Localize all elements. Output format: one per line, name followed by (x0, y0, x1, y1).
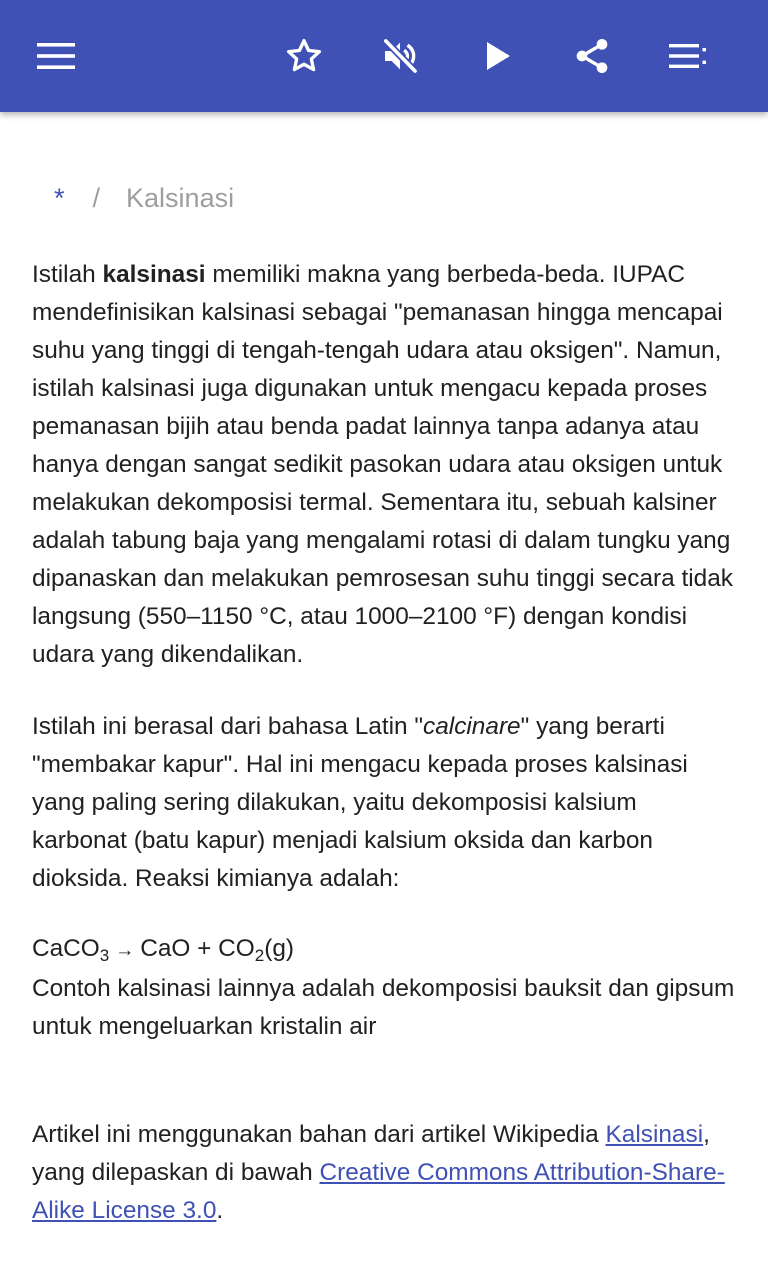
app-bar (0, 0, 768, 112)
text: , yang dilepaskan di bawah (32, 1121, 710, 1186)
menu-icon (37, 42, 75, 70)
paragraph-etymology (32, 708, 738, 898)
favorite-button[interactable] (276, 28, 332, 84)
paragraph-examples: Contoh kalsinasi lainnya adalah dekomposisi bauksit dan gipsum untuk mengeluarkan kristalin air (32, 975, 735, 1040)
breadcrumb-separator: / (92, 182, 101, 213)
text: Istilah ini berasal dari bahasa Latin " (32, 713, 424, 740)
share-icon (572, 35, 612, 77)
menu-button[interactable] (28, 28, 84, 84)
arrow: → (115, 940, 135, 961)
breadcrumb (32, 182, 738, 214)
subscript: 2 (254, 946, 265, 965)
term-italic: calcinare (423, 713, 521, 740)
play-icon (484, 41, 512, 71)
chemical-equation (32, 930, 738, 970)
article-content (32, 112, 738, 1230)
text: memiliki makna yang berbeda-beda. IUPAC mendefinisikan kalsinasi sebagai "pemanasan hingga mencapai suhu yang tinggi di tengah-tengah udara atau oksigen". Namun, istilah kalsinasi juga digunakan untuk mengacu kepada proses pemanasan bijih atau benda padat lainnya tanpa adanya atau hanya dengan sangat sedikit pasokan udara atau oksigen untuk melakukan dekomposisi termal. Sementara itu, sebuah kalsiner adalah tabung baja yang mengalami rotasi di dalam tungku yang dipanaskan dan melakukan pemrosesan suhu tinggi secara tidak langsung (550–1150 °C, atau 1000–2100 °F) dengan kondisi udara yang dikendalikan. (32, 261, 733, 668)
breadcrumb-home[interactable]: * (54, 182, 65, 213)
license-link[interactable]: Creative Commons Attribution-Share-Alike License 3.0 (32, 1159, 725, 1224)
products: CaO + CO (140, 935, 255, 962)
text: Istilah (32, 261, 103, 288)
reactant: CaCO (32, 935, 100, 962)
share-button[interactable] (564, 28, 620, 84)
subscript: 3 (99, 946, 110, 965)
star-icon (283, 36, 325, 76)
mute-button[interactable] (372, 28, 428, 84)
text: . (216, 1197, 224, 1224)
contents-button[interactable] (660, 28, 716, 84)
attribution (32, 1116, 738, 1230)
state: (g) (264, 935, 295, 962)
breadcrumb-current: Kalsinasi (126, 182, 235, 213)
text: Artikel ini menggunakan bahan dari artikel Wikipedia (32, 1121, 606, 1148)
play-button[interactable] (470, 28, 526, 84)
term-bold: kalsinasi (102, 261, 206, 288)
paragraph-intro (32, 256, 738, 674)
volume-off-icon (380, 36, 420, 76)
wikipedia-article-link[interactable]: Kalsinasi (605, 1121, 704, 1148)
text: " yang berarti "membakar kapur". Hal ini mengacu kepada proses kalsinasi yang paling sering dilakukan, yaitu dekomposisi kalsium karbonat (batu kapur) menjadi kalsium oksida dan karbon dioksida. Reaksi kimianya adalah: (32, 713, 688, 892)
playlist-icon (669, 44, 707, 68)
